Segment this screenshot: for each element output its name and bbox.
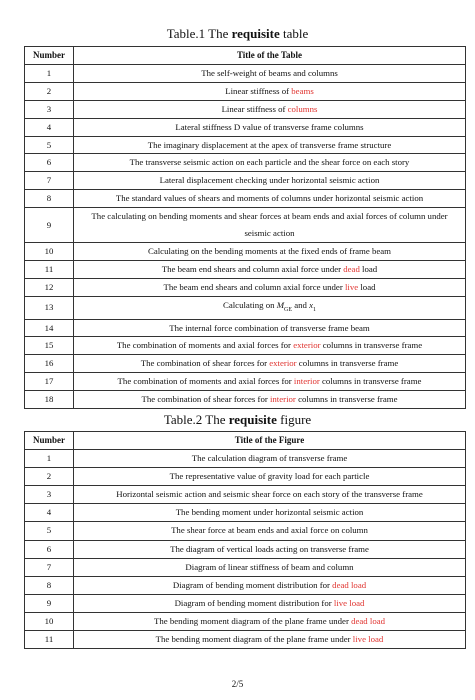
title-text: The combination of moments and axial forces for	[117, 376, 294, 387]
table1-caption-prefix: Table.1 The	[166, 26, 232, 41]
table-row	[25, 612, 466, 630]
title-text: Linear stiffness of	[221, 103, 288, 114]
row-title	[74, 576, 466, 594]
table-row	[25, 208, 466, 243]
title-text: Calculating on	[222, 299, 277, 310]
table1-caption	[0, 26, 475, 42]
title-text: The bending moment diagram of the plane frame under	[155, 634, 353, 645]
table-row	[25, 631, 466, 649]
title-text: columns in transverse frame	[319, 376, 422, 387]
table-row	[25, 576, 466, 594]
title-text: Lateral stiffness D value of transverse frame columns	[175, 121, 364, 132]
row-title	[74, 558, 466, 576]
title-text: load	[358, 281, 376, 292]
table-row	[25, 154, 466, 172]
table2-caption	[0, 412, 475, 428]
row-title	[74, 190, 466, 208]
table-row	[25, 504, 466, 522]
row-title	[74, 154, 466, 172]
row-title	[74, 118, 466, 136]
row-number: 16	[25, 355, 74, 373]
table-row	[25, 594, 466, 612]
table-row	[25, 522, 466, 540]
title-text: The combination of moments and axial forces for	[116, 340, 294, 351]
row-number: 10	[25, 612, 74, 630]
table-row	[25, 64, 466, 82]
table-row	[25, 391, 466, 409]
row-number: 12	[25, 278, 74, 296]
title-text: and	[292, 299, 310, 310]
table2-caption-suffix: figure	[276, 412, 312, 427]
title-text: The calculating on bending moments and shear forces at beam ends and axial forces of column under seismic action	[91, 211, 448, 239]
table-row	[25, 118, 466, 136]
table-row	[25, 100, 466, 118]
highlighted-text: live	[344, 281, 359, 292]
column-header-title: Title of the Figure	[74, 432, 466, 450]
row-title	[74, 278, 466, 296]
row-title	[74, 319, 466, 337]
row-number: 4	[25, 118, 74, 136]
table-row	[25, 373, 466, 391]
row-title	[74, 337, 466, 355]
row-number: 6	[25, 540, 74, 558]
row-title	[74, 522, 466, 540]
table-row	[25, 172, 466, 190]
table2-body	[25, 450, 466, 649]
row-title	[74, 468, 466, 486]
title-text: The combination of shear forces for	[140, 358, 270, 369]
row-title	[74, 540, 466, 558]
title-text: The shear force at beam ends and axial force on column	[171, 525, 368, 536]
row-number: 11	[25, 631, 74, 649]
highlighted-text: dead load	[351, 615, 386, 626]
highlighted-text: exterior	[269, 358, 297, 369]
title-text: The beam end shears and column axial force under	[163, 281, 345, 292]
title-text: Diagram of linear stiffness of beam and column	[185, 561, 354, 572]
row-number: 10	[25, 243, 74, 261]
requisite-table	[24, 46, 466, 409]
table-row	[25, 337, 466, 355]
highlighted-text: columns	[287, 103, 318, 114]
row-title	[74, 504, 466, 522]
title-text: The transverse seismic action on each particle and the shear force on each story	[129, 157, 410, 168]
highlighted-text: dead	[343, 264, 360, 275]
table-row	[25, 486, 466, 504]
row-number: 2	[25, 468, 74, 486]
title-text: The bending moment under horizontal seismic action	[175, 507, 364, 518]
row-number: 17	[25, 373, 74, 391]
row-number: 3	[25, 486, 74, 504]
title-text: columns in transverse frame	[320, 340, 423, 351]
highlighted-text: interior	[293, 376, 320, 387]
highlighted-text: exterior	[293, 340, 321, 351]
row-number: 5	[25, 136, 74, 154]
row-title	[74, 64, 466, 82]
row-title	[74, 355, 466, 373]
title-text: Linear stiffness of	[225, 85, 292, 96]
title-text: Lateral displacement checking under horizontal seismic action	[159, 175, 380, 186]
highlighted-text: live load	[352, 634, 384, 645]
table-row	[25, 558, 466, 576]
table-row	[25, 468, 466, 486]
row-number: 3	[25, 100, 74, 118]
table-header-row	[25, 432, 466, 450]
row-number: 13	[25, 296, 74, 319]
table-row	[25, 319, 466, 337]
row-title	[74, 296, 466, 319]
title-text: GE	[284, 306, 293, 313]
row-title	[74, 172, 466, 190]
title-text: The standard values of shears and moments of columns under horizontal seismic action	[115, 193, 424, 204]
row-title	[74, 450, 466, 468]
requisite-figure-table	[24, 431, 466, 649]
row-title	[74, 612, 466, 630]
title-text: The beam end shears and column axial force under	[161, 264, 344, 275]
row-number: 9	[25, 208, 74, 243]
row-title	[74, 82, 466, 100]
row-title	[74, 261, 466, 279]
table1-body	[25, 64, 466, 408]
row-number: 8	[25, 190, 74, 208]
row-title	[74, 631, 466, 649]
title-text: Diagram of bending moment distribution for	[172, 579, 333, 590]
column-header-title: Title of the Table	[74, 47, 466, 65]
row-number: 1	[25, 64, 74, 82]
row-title	[74, 208, 466, 243]
table-row	[25, 450, 466, 468]
row-title	[74, 243, 466, 261]
title-text: Calculating on the bending moments at the fixed ends of frame beam	[147, 246, 392, 257]
table-row	[25, 296, 466, 319]
table1-caption-suffix: table	[279, 26, 309, 41]
table-row	[25, 261, 466, 279]
row-number: 18	[25, 391, 74, 409]
table-row	[25, 82, 466, 100]
title-text: The diagram of vertical loads acting on transverse frame	[170, 543, 369, 554]
title-text: The internal force combination of transverse frame beam	[169, 322, 370, 333]
title-text: 1	[313, 306, 317, 313]
highlighted-text: beams	[291, 85, 314, 96]
row-number: 6	[25, 154, 74, 172]
row-number: 15	[25, 337, 74, 355]
row-number: 7	[25, 172, 74, 190]
column-header-number: Number	[25, 47, 74, 65]
title-text: The combination of shear forces for	[141, 394, 270, 405]
table-row	[25, 540, 466, 558]
title-text: The representative value of gravity load for each particle	[169, 471, 370, 482]
table-row	[25, 243, 466, 261]
table1-caption-bold: requisite	[231, 26, 280, 41]
highlighted-text: interior	[269, 394, 296, 405]
highlighted-text: live load	[333, 597, 365, 608]
row-number: 7	[25, 558, 74, 576]
row-number: 14	[25, 319, 74, 337]
row-title	[74, 373, 466, 391]
table-row	[25, 355, 466, 373]
row-number: 11	[25, 261, 74, 279]
title-text: x	[309, 299, 314, 310]
table-row	[25, 136, 466, 154]
table-header-row	[25, 47, 466, 65]
row-title	[74, 136, 466, 154]
title-text: Horizontal seismic action and seismic shear force on each story of the transverse frame	[116, 489, 423, 500]
row-title	[74, 391, 466, 409]
row-number: 1	[25, 450, 74, 468]
row-title	[74, 100, 466, 118]
highlighted-text: dead load	[332, 579, 367, 590]
title-text: The imaginary displacement at the apex of transverse frame structure	[147, 139, 392, 150]
title-text: M	[276, 299, 285, 310]
row-number: 8	[25, 576, 74, 594]
title-text: columns in transverse frame	[295, 394, 398, 405]
table-row	[25, 190, 466, 208]
row-number: 5	[25, 522, 74, 540]
title-text: The self-weight of beams and columns	[201, 67, 338, 78]
title-text: The bending moment diagram of the plane frame under	[153, 615, 352, 626]
title-text: Diagram of bending moment distribution for	[174, 597, 334, 608]
table2-caption-bold: requisite	[228, 412, 277, 427]
title-text: load	[359, 264, 378, 275]
column-header-number: Number	[25, 432, 74, 450]
row-number: 4	[25, 504, 74, 522]
row-number: 9	[25, 594, 74, 612]
row-title	[74, 486, 466, 504]
row-number: 2	[25, 82, 74, 100]
page-number: 2/5	[231, 679, 244, 689]
title-text: The calculation diagram of transverse frame	[191, 453, 348, 464]
title-text: columns in transverse frame	[296, 358, 399, 369]
row-title	[74, 594, 466, 612]
table2-caption-prefix: Table.2 The	[163, 412, 229, 427]
table-row	[25, 278, 466, 296]
